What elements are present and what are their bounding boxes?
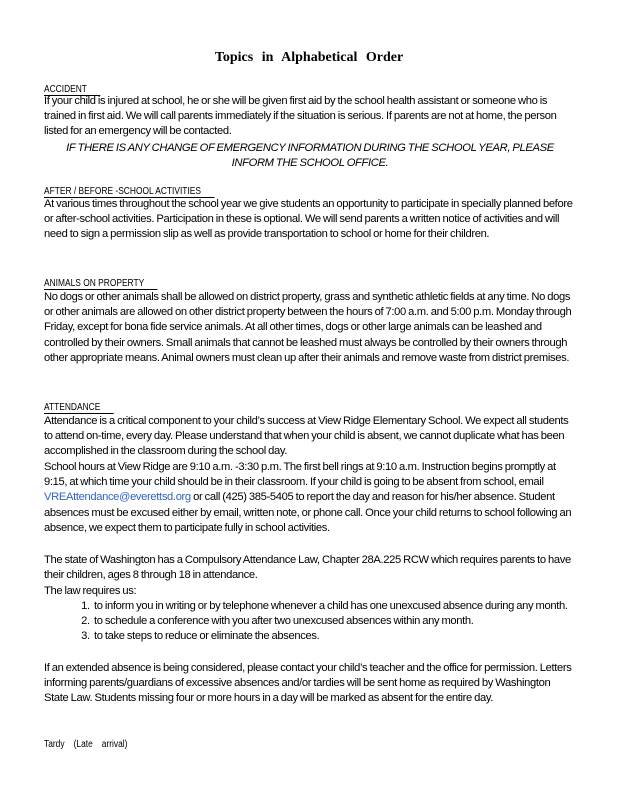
after-school-heading: AFTER / BEFORE -SCHOOL ACTIVITIES: [44, 186, 214, 197]
law-list-item: 1. to inform you in writing or by telephone whenever a child has one unexcused absence during any month.: [92, 599, 592, 614]
law-intro: The law requires us:: [44, 585, 137, 597]
law-list: [74, 599, 592, 645]
attendance-intro: Attendance is a critical component to your child’s success at View Ridge Elementary School. We expect all students to attend on-time, every day. Please understand that when your child is absent, we cannot duplicate what has been accomplished in the classroom during the school day.: [44, 415, 569, 458]
attendance-heading: ATTENDANCE: [44, 402, 114, 413]
animals-body: No dogs or other animals shall be allowed on district property, grass and synthetic athletic fields at any time. No dogs or other animals are allowed on other district property between the hours of 7:00 a.m. and 5:00 p.m. Monday through Friday, except for bona fide service animals. At all other times, dogs or other large animals can be leashed and controlled by their owners. Small animals that cannot be leashed must always be controlled by their owners through other appropriate means. Animal owners must clean up after their animals and remove waste from district premises.: [44, 291, 572, 364]
animals-heading: ANIMALS ON PROPERTY: [44, 278, 158, 289]
law-list-item: 2. to schedule a conference with you after two unexcused absences within any month.: [92, 614, 592, 629]
after-school-body: At various times throughout the school year we give students an opportunity to participate in specially planned before or after-school activities. Participation in these is optional. We will send parents a written notice of activities and will need to sign a permission slip as well as provide transportation to school or home for their children.: [44, 198, 573, 241]
law-list-item: 3. to take steps to reduce or eliminate the absences.: [92, 629, 592, 644]
accident-body: If your child is injured at school, he or she will be given first aid by the school health assistant or someone who is trained in first aid. We will call parents immediately if the situation is serious. If parents are not at home, the person listed for an emergency will be contacted.: [44, 95, 557, 138]
page-title: Topics in Alphabetical Order: [214, 50, 404, 65]
tardy-heading: Tardy (Late arrival): [44, 739, 128, 750]
accident-heading: ACCIDENT: [44, 84, 100, 95]
compulsory-law-text: The state of Washington has a Compulsory Attendance Law, Chapter 28A.225 RCW which requires parents to have their children, ages 8 through 18 in attendance.: [44, 554, 571, 582]
emergency-notice: IF THERE IS ANY CHANGE OF EMERGENCY INFORMATION DURING THE SCHOOL YEAR, PLEASE INFORM THE SCHOOL OFFICE.: [66, 142, 554, 170]
attendance-hours: School hours at View Ridge are 9:10 a.m. -3:30 p.m. The first bell rings at 9:10 a.m. Instruction begins promptly at 9:15, at which time your child should be in their classroom. If your child is going to be absent from school, email VREAttendance@everettsd.org or call (425) 385-5405 to report the day and reason for his/her absence. Student absences must be excused either by email, written note, or phone call. Once your child returns to school following an absence, we expect them to participate fully in school activities.: [44, 461, 572, 534]
attendance-email-link[interactable]: VREAttendance@everettsd.org: [44, 491, 191, 504]
extended-absence-text: If an extended absence is being considered, please contact your child’s teacher and the office for permission. Letters informing parents/guardians of excessive absences and/or tardies will be sent home as required by Washington State Law. Students missing four or more hours in a day will be marked as absent for the entire day.: [44, 662, 572, 705]
